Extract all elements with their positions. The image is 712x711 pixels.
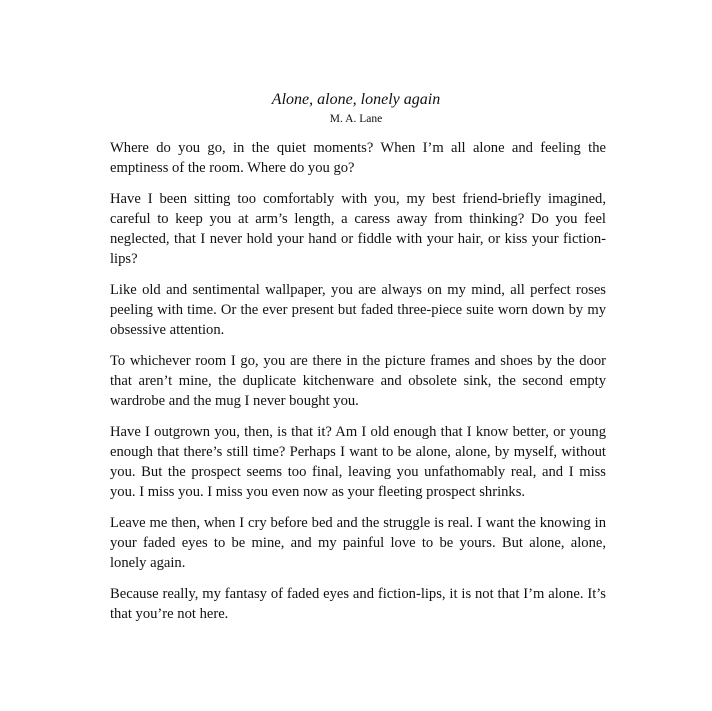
poem-paragraph: Have I outgrown you, then, is that it? Am I old enough that I know better, or young enough that there’s still time? Perhaps I want to be alone, alone, by myself, without you. But the prospect seems too final, leaving you unfathomably real, and I miss you. I miss you. I miss you even now as your fleeting prospect shrinks. — [110, 424, 606, 500]
poem-paragraph: Because really, my fantasy of faded eyes and fiction-lips, it is not that I’m alone. It’s that you’re not here. — [110, 586, 606, 622]
poem-paragraph: Where do you go, in the quiet moments? When I’m all alone and feeling the emptiness of the room. Where do you go? — [110, 140, 606, 176]
poem-paragraph: Have I been sitting too comfortably with you, my best friend-briefly imagined, careful to keep you at arm’s length, a caress away from thinking? Do you feel neglected, that I never hold your hand or fiddle with your hair, or kiss your fiction-lips? — [110, 191, 606, 267]
poem-title: Alone, alone, lonely again — [271, 91, 441, 108]
poem-paragraph: Leave me then, when I cry before bed and the struggle is real. I want the knowing in your faded eyes to be mine, and my painful love to be yours. But alone, alone, lonely again. — [110, 515, 606, 571]
poem-author: M. A. Lane — [329, 113, 383, 125]
poem-body — [110, 138, 606, 635]
poem-paragraph: Like old and sentimental wallpaper, you are always on my mind, all perfect roses peeling with time. Or the ever present but faded three-piece suite worn down by my obsessive attention. — [110, 282, 606, 338]
poem-paragraph: To whichever room I go, you are there in the picture frames and shoes by the door that aren’t mine, the duplicate kitchenware and obsolete sink, the second empty wardrobe and the mug I never bought you. — [110, 353, 606, 409]
